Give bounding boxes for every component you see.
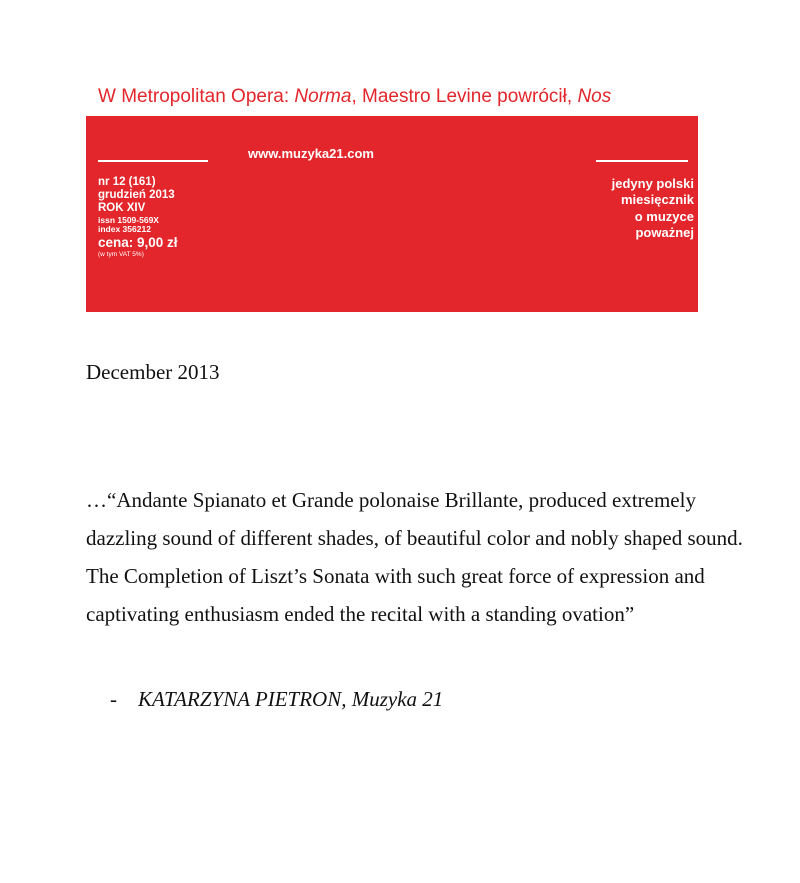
tagline-line: miesięcznik <box>621 192 694 208</box>
review-quote: …“Andante Spianato et Grande polonaise Brillante, produced extremely dazzling sound of different shades, of beautiful color and nobly shaped sound. The Completion of Liszt’s Sonata with such great force of expression and captivating enthusiasm ended the recital with a standing ovation” <box>86 488 743 626</box>
attribution-dash: - <box>110 687 117 711</box>
issue-vat: (w tym VAT 5%) <box>98 250 144 258</box>
review-date: December 2013 <box>86 360 220 384</box>
left-divider <box>98 160 208 162</box>
tagline-line: o muzyce <box>634 208 694 224</box>
issue-year: ROK XIV <box>98 202 146 215</box>
issue-number: nr 12 (161) <box>98 176 156 188</box>
headline-italic-nos: Nos <box>577 86 612 107</box>
tagline-line: poważnej <box>635 224 694 240</box>
attribution-author: KATARZYNA PIETRON, Muzyka 21 <box>138 687 444 711</box>
tagline-line: jedyny polski <box>611 176 694 191</box>
magazine-tagline <box>578 176 694 241</box>
cover-headline <box>98 86 611 108</box>
issue-issn: issn 1509-569X <box>98 214 159 225</box>
issue-month: grudzień 2013 <box>98 189 175 202</box>
headline-band <box>86 80 698 116</box>
muzyka21-logo <box>204 122 576 312</box>
magazine-url: www.muzyka21.com <box>248 146 374 161</box>
headline-italic-norma: Norma <box>294 86 352 107</box>
headline-middle: , Maestro Levine powrócił, <box>351 86 578 107</box>
review-attribution <box>110 687 443 712</box>
issue-info <box>98 176 208 258</box>
right-divider <box>596 160 688 162</box>
headline-prefix: W Metropolitan Opera: <box>98 86 295 107</box>
magazine-masthead <box>86 80 698 312</box>
issue-index: index 356212 <box>98 224 151 235</box>
issue-price: cena: 9,00 zł <box>98 235 178 251</box>
